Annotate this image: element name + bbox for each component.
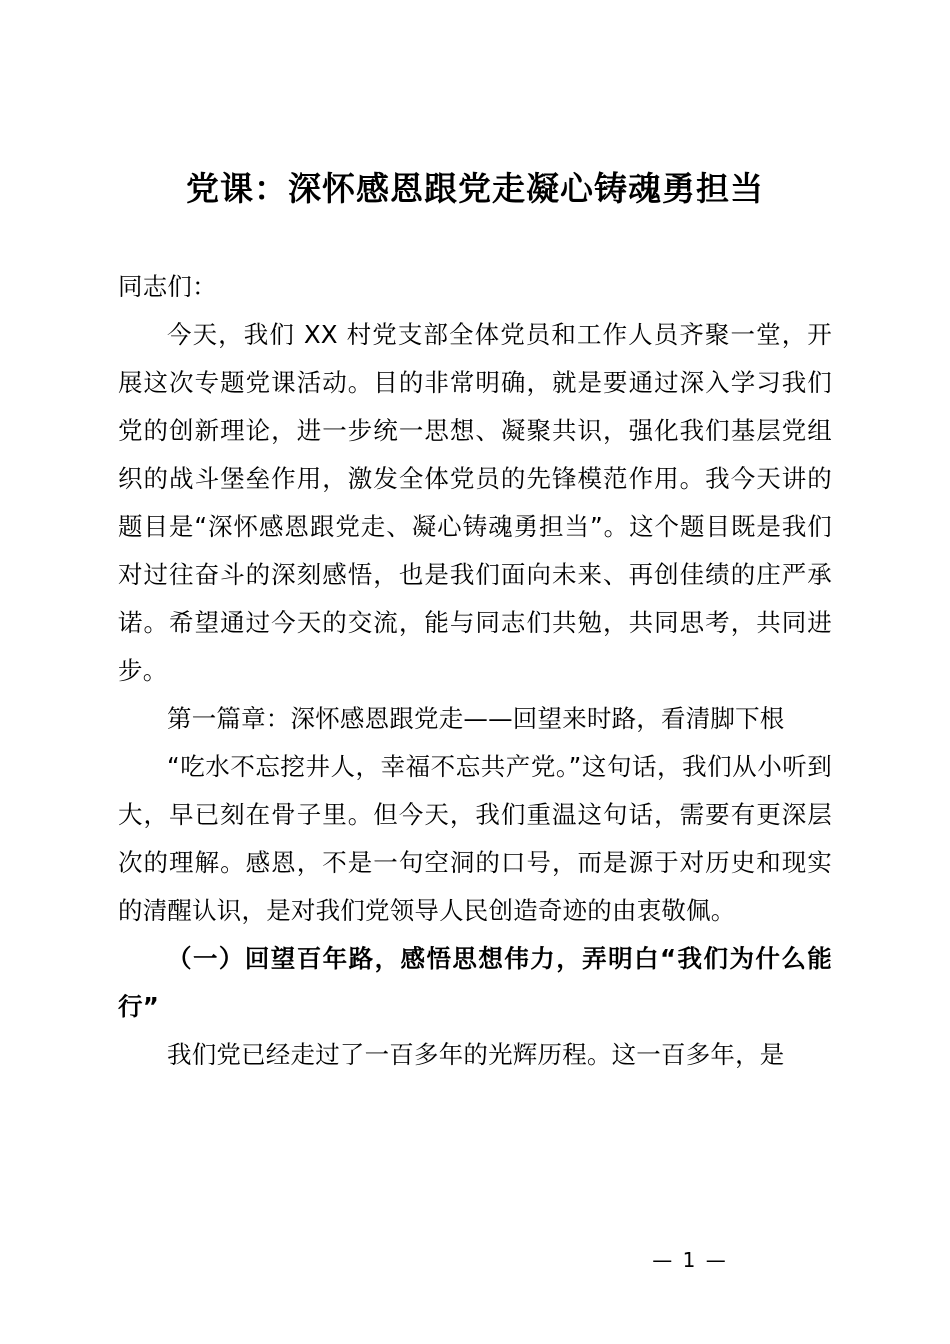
- document-body: [118, 263, 832, 1079]
- page-number: — 1 —: [652, 1248, 728, 1272]
- paragraph-salutation: 同志们：: [118, 271, 217, 301]
- page-title: 党课：深怀感恩跟党走凝心铸魂勇担当: [186, 169, 764, 208]
- paragraph-section-one-body: 我们党已经走过了一百多年的光辉历程。这一百多年，是: [167, 1039, 785, 1069]
- paragraph-section-one-heading: （一）回望百年路，感悟思想伟力，弄明白“我们为什么能行”: [118, 943, 832, 1021]
- paragraph-chapter-one-heading: 第一篇章：深怀感恩跟党走——回望来时路，看清脚下根: [167, 703, 785, 733]
- paragraph-chapter-one-body: “吃水不忘挖井人，幸福不忘共产党。”这句话，我们从小听到大，早已刻在骨子里。但今天，我们重温这句话，需要有更深层次的理解。感恩，不是一句空洞的口号，而是源于对历史和现实的清醒认识，是对我们党领导人民创造奇迹的由衷敬佩。: [118, 751, 832, 925]
- paragraph-opening: 今天，我们 XX 村党支部全体党员和工作人员齐聚一堂，开展这次专题党课活动。目的非常明确，就是要通过深入学习我们党的创新理论，进一步统一思想、凝聚共识，强化我们基层党组织的战斗堡垒作用，激发全体党员的先锋模范作用。我今天讲的题目是“深怀感恩跟党走、凝心铸魂勇担当”。这个题目既是我们对过往奋斗的深刻感悟，也是我们面向未来、再创佳绩的庄严承诺。希望通过今天的交流，能与同志们共勉，共同思考，共同进步。: [118, 319, 832, 685]
